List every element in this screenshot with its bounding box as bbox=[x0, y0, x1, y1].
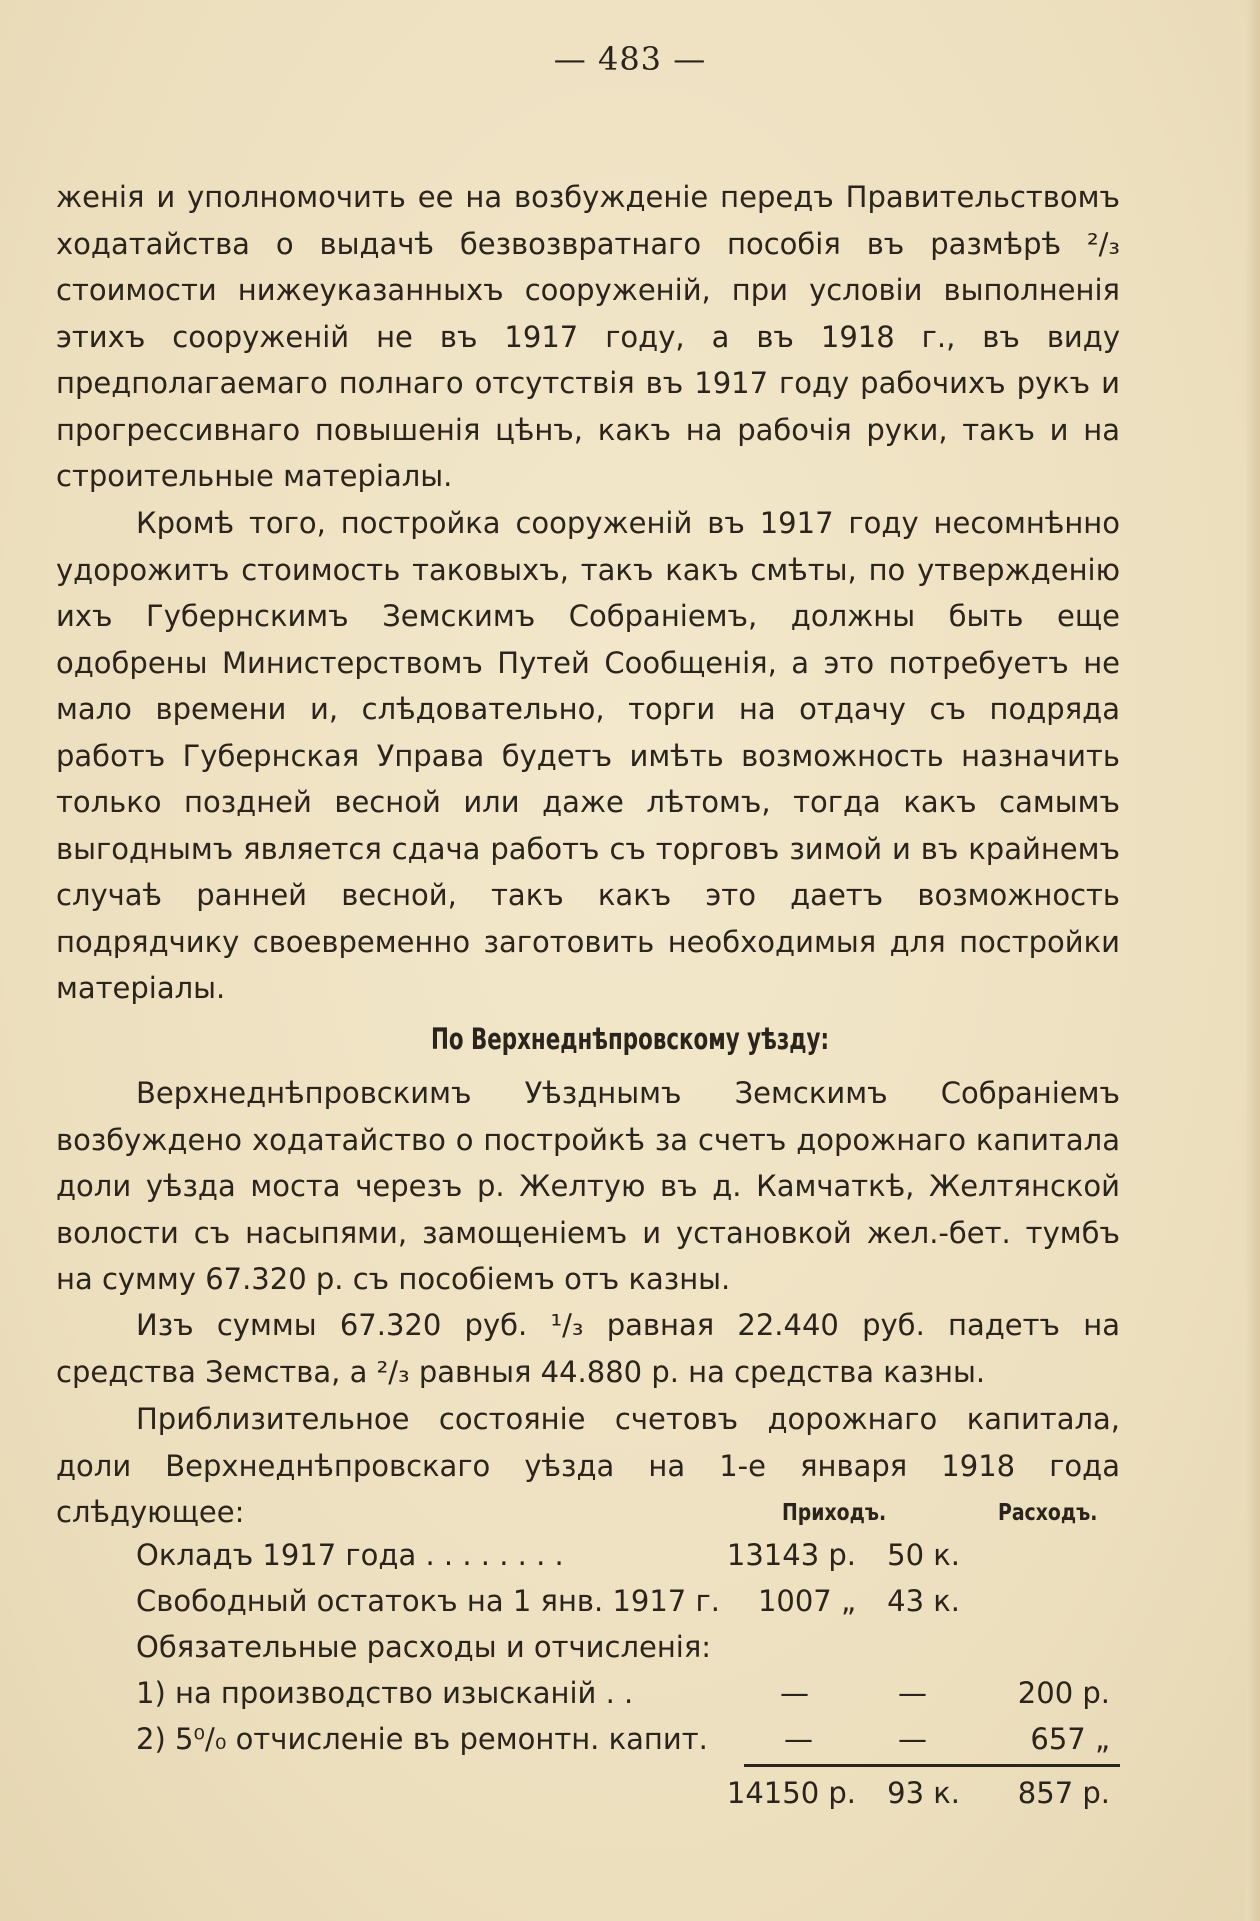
paragraph-sum-split bbox=[56, 1302, 1120, 1395]
ledger-row-expense: 200 р. bbox=[1017, 1676, 1110, 1710]
ledger-row bbox=[136, 1722, 1120, 1768]
section-heading: По Верхнеднѣпровскому уѣзду: bbox=[430, 1022, 830, 1056]
ledger-row bbox=[136, 1538, 1120, 1584]
total-expense: 857 р. bbox=[1017, 1776, 1110, 1810]
ledger-row-kop: — bbox=[898, 1676, 927, 1710]
total-rub: 14150 р. bbox=[726, 1776, 856, 1810]
ledger-row-label: Обязательные расходы и отчисленія: bbox=[136, 1630, 712, 1664]
ledger-row bbox=[136, 1630, 1120, 1676]
paragraph-5-text: Приблизительное состояніе счетовъ дорожнаго капитала, доли Верхнеднѣпровскаго уѣзда на 1-е января 1918 года слѣдующее: bbox=[56, 1402, 1120, 1529]
paragraph-2-text: Кромѣ того, постройка сооруженій въ 1917 году несомнѣнно удорожитъ стоимость таковыхъ, такъ какъ смѣты, по утвержденію ихъ Губернскимъ Земскимъ Собраніемъ, должны быть еще одобрены Министерствомъ Путей Сообщенія, а это потребуетъ не мало времени и, слѣдовательно, торги на отдачу съ подряда работъ Губернская Управа будетъ имѣть возможность назначить только поздней весной или даже лѣтомъ, тогда какъ самымъ выгоднымъ является сдача работъ съ торговъ зимой и въ крайнемъ случаѣ ранней весной, такъ какъ это даетъ возможность подрядчику своевременно заготовить необходимыя для постройки матеріалы. bbox=[56, 506, 1120, 1005]
ledger-row-label: 1) на производство изысканій . . bbox=[136, 1676, 634, 1710]
page-number: — 483 — bbox=[553, 40, 707, 78]
total-kop: 93 к. bbox=[887, 1776, 960, 1810]
paragraph-construction-cost bbox=[56, 500, 1120, 1012]
ledger-row bbox=[136, 1584, 1120, 1630]
ledger-row-expense: 657 „ bbox=[1030, 1722, 1110, 1756]
paragraph-continuation bbox=[56, 174, 1120, 500]
ledger-totals-row bbox=[136, 1776, 1120, 1822]
ledger-row-label: 2) 5⁰/₀ отчисленіе въ ремонтн. капит. bbox=[136, 1722, 708, 1756]
paragraph-3-text: Верхнеднѣпровскимъ Уѣзднымъ Земскимъ Собраніемъ возбуждено ходатайство о постройкѣ за счетъ дорожнаго капитала доли уѣзда моста черезъ р. Желтую въ д. Камчаткѣ, Желтянской волости съ насыпями, замощеніемъ и установкой жел.-бет. тумбъ на сумму 67.320 р. съ пособіемъ отъ казны. bbox=[56, 1076, 1120, 1296]
ledger-row-kop: 50 к. bbox=[887, 1538, 960, 1572]
ledger-row-rub: 13143 р. bbox=[726, 1538, 856, 1572]
page-edge-shadow bbox=[1246, 0, 1260, 1921]
paragraph-4-text: Изъ суммы 67.320 руб. ¹/₃ равная 22.440 руб. падетъ на средства Земства, а ²/₃ равныя 44.880 р. на средства казны. bbox=[56, 1308, 1120, 1389]
ledger-row bbox=[136, 1676, 1120, 1722]
ledger-row-kop: 43 к. bbox=[887, 1584, 960, 1618]
paragraph-1-text: женія и уполномочить ее на возбужденіе передъ Правительствомъ ходатайства о выдачѣ безвозвратнаго пособія въ размѣрѣ ²/₃ стоимости нижеуказанныхъ сооруженій, при условіи выполненія этихъ сооруженій не въ 1917 году, а въ 1918 г., въ виду предполагаемаго полнаго отсутствія въ 1917 году рабочихъ рукъ и прогрессивнаго повышенія цѣнъ, какъ на рабочія руки, такъ и на строительные матеріалы. bbox=[56, 180, 1120, 493]
ledger-row-kop: — bbox=[898, 1722, 927, 1756]
ledger-row-rub: — bbox=[784, 1722, 813, 1756]
paragraph-petition bbox=[56, 1070, 1120, 1303]
income-column-header: Приходъ. bbox=[782, 1500, 887, 1526]
totals-rule bbox=[744, 1764, 1120, 1767]
ledger-row-rub: — bbox=[780, 1676, 809, 1710]
paragraph-account-state bbox=[56, 1396, 1120, 1536]
ledger-row-rub: 1007 „ bbox=[757, 1584, 856, 1618]
ledger-row-label: Окладъ 1917 года . . . . . . . . bbox=[136, 1538, 564, 1572]
ledger-row-label: Свободный остатокъ на 1 янв. 1917 г. bbox=[136, 1584, 720, 1618]
expense-column-header: Расходъ. bbox=[998, 1500, 1098, 1526]
